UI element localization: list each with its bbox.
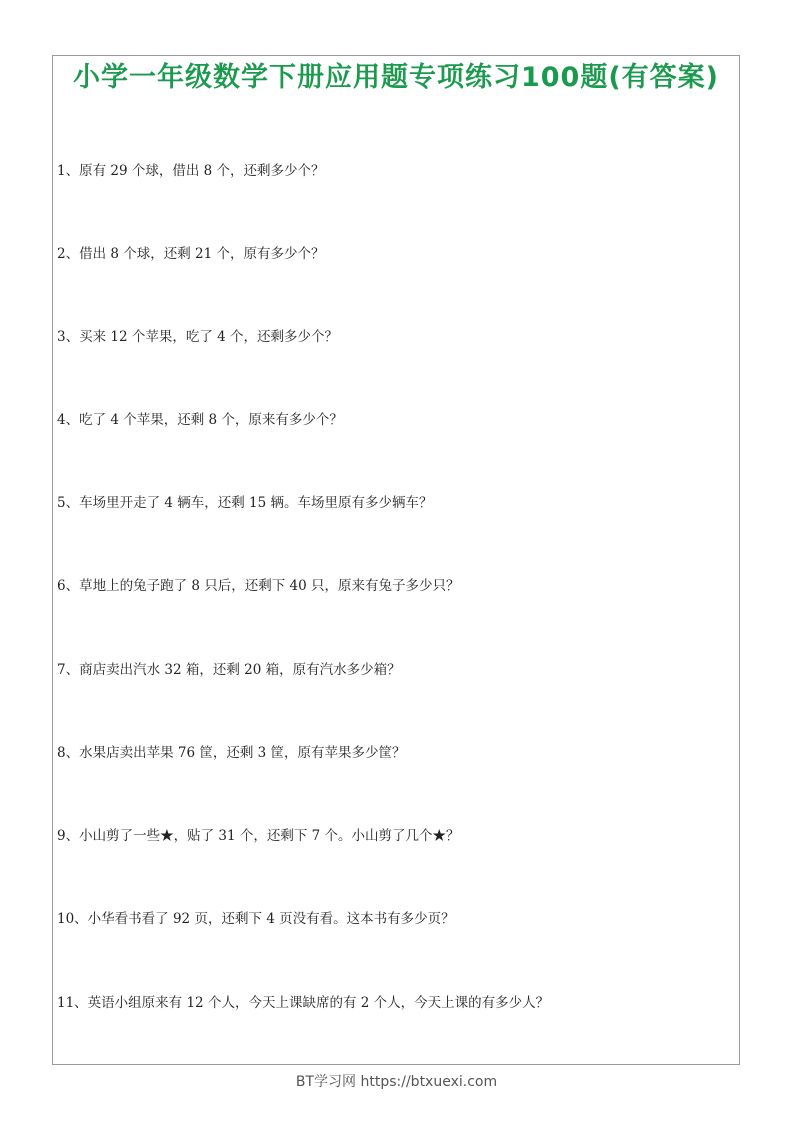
question-5: 5、车场里开走了 4 辆车，还剩 15 辆。车场里原有多少辆车？ <box>57 495 433 511</box>
question-11: 11、英语小组原来有 12 个人，今天上课缺席的有 2 个人，今天上课的有多少人？ <box>57 995 550 1011</box>
question-10: 10、小华看书看了 92 页，还剩下 4 页没有看。这本书有多少页？ <box>57 911 455 927</box>
document-title: 小学一年级数学下册应用题专项练习100题(有答案) <box>72 62 720 93</box>
question-6: 6、草地上的兔子跑了 8 只后，还剩下 40 只，原来有兔子多少只？ <box>57 578 460 594</box>
question-9: 9、小山剪了一些★，贴了 31 个，还剩下 7 个。小山剪了几个★？ <box>57 828 460 844</box>
question-3: 3、买来 12 个苹果，吃了 4 个，还剩多少个？ <box>57 329 339 345</box>
question-8: 8、水果店卖出苹果 76 筐，还剩 3 筐，原有苹果多少筐？ <box>57 745 406 761</box>
footer-watermark: BT学习网 https://btxuexi.com <box>295 1074 498 1090</box>
question-4: 4、吃了 4 个苹果，还剩 8 个，原来有多少个？ <box>57 412 343 428</box>
question-7: 7、商店卖出汽水 32 箱，还剩 20 箱，原有汽水多少箱？ <box>57 662 401 678</box>
question-1: 1、原有 29 个球，借出 8 个，还剩多少个？ <box>57 163 325 179</box>
question-2: 2、借出 8 个球，还剩 21 个，原有多少个？ <box>57 246 325 262</box>
